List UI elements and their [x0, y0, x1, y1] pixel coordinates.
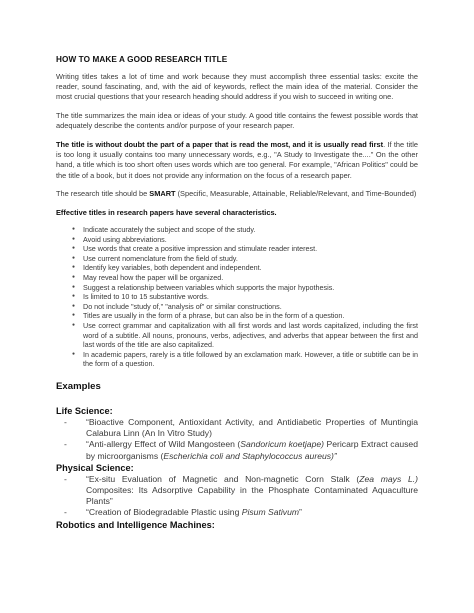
physical-science-heading: Physical Science: [56, 462, 134, 473]
example-text: “Ex-situ Evaluation of Magnetic and Non-magnetic Corn Stalk ( [86, 473, 360, 484]
example-item [64, 507, 418, 518]
dash-marker: - [64, 507, 67, 518]
list-item: ● Do not include "study of," "analysis of" or similar constructions. [72, 302, 418, 312]
list-item: ● Titles are usually in the form of a phrase, but can also be in the form of a question. [72, 311, 418, 321]
dash-marker: - [64, 439, 67, 450]
characteristics-heading: Effective titles in research papers have several characteristics. [56, 208, 277, 218]
robotics-heading: Robotics and Intelligence Machines: [56, 519, 215, 530]
list-item: ● Use correct grammar and capitalization with all first words and last words capitalized, including the first word of a subtitle. All nouns, pronouns, verbs, adjectives, and adverbs that appear between the first and last words of the title are also capitalized. [72, 321, 418, 350]
example-text: “Creation of Biodegradable Plastic using [86, 507, 242, 518]
species-name: Sandoricum koetjape) [240, 439, 324, 450]
example-text: Pericarp Extract caused by microorganisms ( [86, 439, 418, 461]
list-item: ● Is limited to 10 to 15 substantive words. [72, 292, 418, 302]
list-item: ● Avoid using abbreviations. [72, 235, 418, 245]
physical-science-examples [56, 474, 418, 519]
example-item [64, 417, 418, 439]
summary-paragraph: The title summarizes the main idea or ideas of your study. A good title contains the fewest possible words that adequately describe the contents and/or purpose of your research paper. [56, 111, 418, 131]
example-item [64, 439, 418, 461]
length-paragraph [56, 140, 418, 181]
example-text: ” [299, 507, 302, 518]
list-item: ● In academic papers, rarely is a title followed by an exclamation mark. However, a title or subtitle can be in the form of a question. [72, 350, 418, 369]
smart-acronym: SMART [149, 189, 176, 199]
list-item: ● Identify key variables, both dependent and independent. [72, 263, 418, 273]
list-item: ● Suggest a relationship between variables which supports the major hypothesis. [72, 283, 418, 293]
length-paragraph-rest: . If the title is too long it usually contains too many unnecessary words, e.g., "A Study to Investigate the...." On the other hand, a title which is too short often uses words which are too general. For example, "African Politics" could be the title of a book, but it does not provide any information on the focus of a research paper. [56, 140, 418, 180]
list-item: ● May reveal how the paper will be organized. [72, 273, 418, 283]
example-text: “Bioactive Component, Antioxidant Activity, and Antidiabetic Properties of Muntingia Calabura Linn (An In Vitro Study) [86, 416, 418, 439]
emphasis-text: The title is without doubt the part of a paper that is read the most, and it is usually read first [56, 140, 384, 150]
smart-pre: The research title should be [56, 189, 150, 199]
species-name: Zea mays L.) [359, 473, 418, 484]
life-science-heading: Life Science: [56, 405, 113, 416]
example-text: Composites: Its Adsorptive Capability in the Phosphate Contaminated Aquaculture Plants” [86, 484, 418, 507]
example-text: “Anti-allergy Effect of Wild Mangosteen ( [86, 439, 241, 450]
species-name: Escherichia coli and Staphylococcus aureus)” [163, 450, 337, 461]
dash-marker: - [64, 416, 67, 427]
list-item: ● Use current nomenclature from the field of study. [72, 254, 418, 264]
characteristics-list [56, 225, 418, 369]
dash-marker: - [64, 473, 67, 484]
list-item: ● Use words that create a positive impression and stimulate reader interest. [72, 244, 418, 254]
document-title: HOW TO MAKE A GOOD RESEARCH TITLE [56, 55, 228, 64]
intro-paragraph: Writing titles takes a lot of time and work because they must accomplish three essential tasks: excite the reader, sound fascinating, and, with the aid of keywords, reflect the main idea of the material. Consider the most crucial questions that your research heading should address if you wish to succeed in writing one. [56, 72, 418, 102]
smart-post: (Specific, Measurable, Attainable, Reliable/Relevant, and Time-Bounded) [175, 189, 417, 199]
species-name: Pisum Sativum [241, 507, 300, 518]
list-item: ● Indicate accurately the subject and scope of the study. [72, 225, 418, 235]
smart-paragraph [56, 189, 418, 199]
life-science-examples [56, 417, 418, 462]
examples-heading: Examples [56, 380, 101, 392]
example-item [64, 474, 418, 508]
